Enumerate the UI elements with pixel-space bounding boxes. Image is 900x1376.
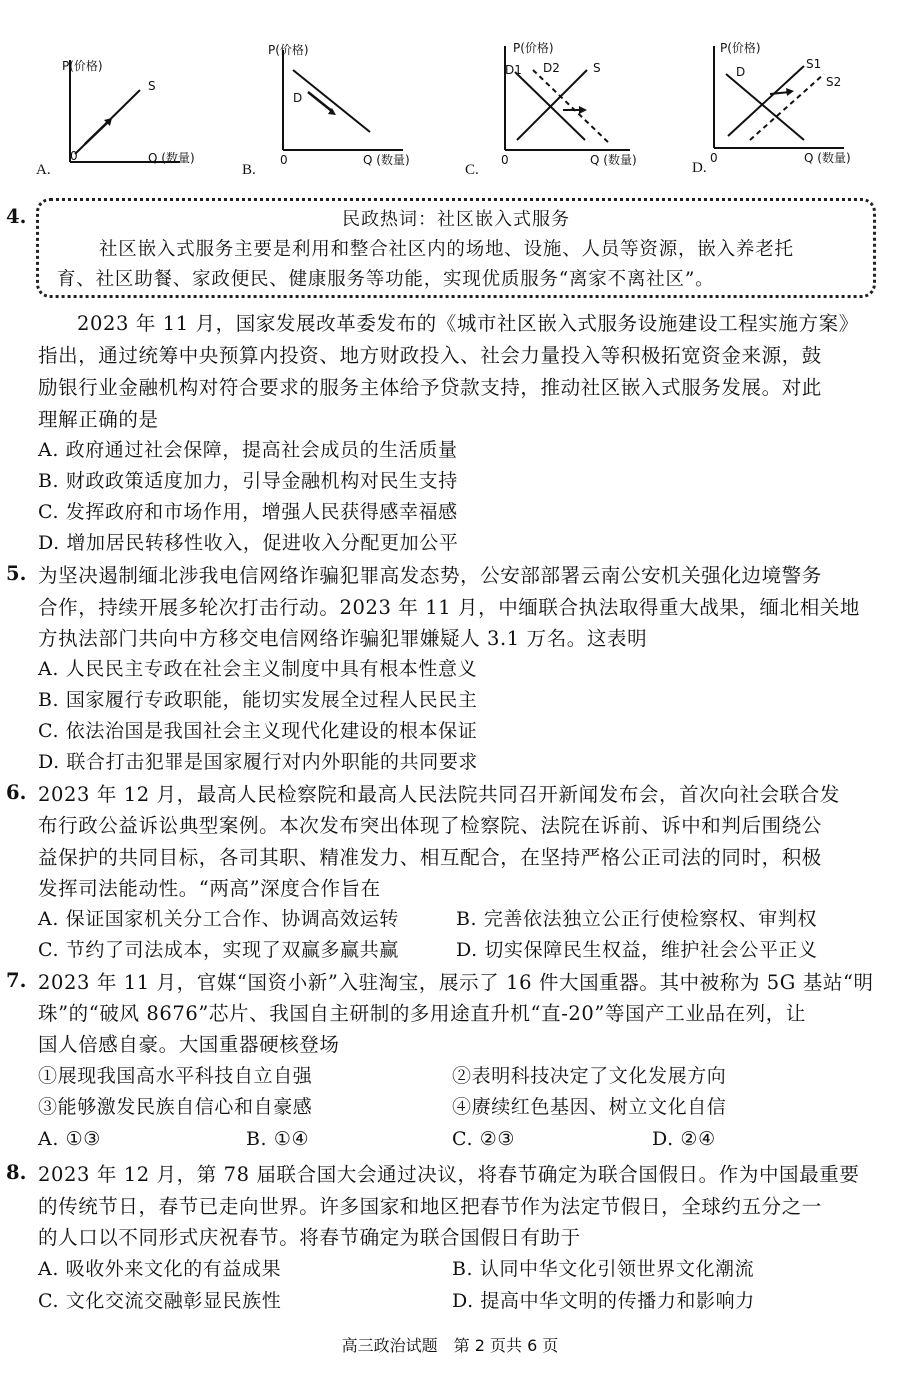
- q6-stem-line-2: 布行政公益诉讼典型案例。本次发布突出体现了检察院、法院在诉前、诉中和判后围绕公: [38, 814, 822, 837]
- graph-d-label-d: D: [736, 65, 746, 79]
- graph-b-curve-label: D: [293, 91, 303, 105]
- graph-b-ylabel: P(价格): [268, 43, 309, 57]
- q5-option-b[interactable]: B. 国家履行专政职能，能切实发展全过程人民民主: [38, 689, 478, 711]
- graph-b: [238, 32, 438, 187]
- q7-option-b[interactable]: B. ①④: [246, 1128, 310, 1150]
- q4-number: 4.: [6, 205, 27, 228]
- q4-stem-line-1: 2023 年 11 月，国家发展改革委发布的《城市社区嵌入式服务设施建设工程实施方案》: [77, 312, 859, 335]
- graph-d-origin: 0: [710, 151, 718, 165]
- q4-box-line-2: 育、社区助餐、家政便民、健康服务等功能，实现优质服务“离家不离社区”。: [57, 269, 715, 290]
- graph-d-xlabel: Q (数量): [804, 151, 851, 165]
- graph-options-row: [20, 32, 880, 192]
- q6-option-c[interactable]: C. 节约了司法成本，实现了双赢多赢共赢: [38, 939, 399, 961]
- graph-c-letter: C.: [465, 162, 479, 178]
- graph-c: [465, 32, 665, 187]
- q7-stem-line-3: 国人倍感自豪。大国重器硬核登场: [38, 1033, 340, 1056]
- q4-box-title: 民政热词：社区嵌入式服务: [342, 209, 570, 230]
- graph-b-origin: 0: [280, 153, 288, 167]
- q4-stem-line-2: 指出，通过统筹中央预算内投资、地方财政投入、社会力量投入等积极拓宽资金来源，鼓: [38, 344, 822, 367]
- graph-c-origin: 0: [501, 153, 509, 167]
- graph-c-svg: [465, 32, 665, 187]
- q4-stem-line-3: 励银行业金融机构对符合要求的服务主体给予贷款支持，推动社区嵌入式服务发展。对此: [38, 376, 822, 399]
- q8-option-d[interactable]: D. 提高中华文明的传播力和影响力: [452, 1290, 755, 1312]
- q6-stem-line-3: 益保护的共同目标，各司其职、精准发力、相互配合，在坚持严格公正司法的同时，积极: [38, 846, 822, 869]
- q7-item-4: ④赓续红色基因、树立文化自信: [452, 1096, 727, 1118]
- q8-stem-line-3: 的人口以不同形式庆祝春节。将春节确定为联合国假日有助于: [38, 1226, 581, 1249]
- q8-stem-line-2: 的传统节日，春节已走向世界。许多国家和地区把春节作为法定节假日，全球约五分之一: [38, 1195, 822, 1218]
- q5-option-d[interactable]: D. 联合打击犯罪是国家履行对内外职能的共同要求: [38, 751, 479, 773]
- q7-option-d[interactable]: D. ②④: [652, 1128, 716, 1150]
- q5-stem-line-2: 合作，持续开展多轮次打击行动。2023 年 11 月，中缅联合执法取得重大战果，缅北相关地: [38, 596, 861, 619]
- graph-d-letter: D.: [692, 160, 707, 176]
- q8-stem-line-1: 2023 年 12 月，第 78 届联合国大会通过决议，将春节确定为联合国假日。作为中国最重要: [38, 1163, 860, 1186]
- q5-number: 5.: [6, 562, 27, 585]
- graph-a-curve-label: S: [148, 79, 156, 93]
- page-footer: 高三政治试题 第 2 页共 6 页: [341, 1336, 559, 1355]
- q7-item-1: ①展现我国高水平科技自立自强: [38, 1065, 313, 1087]
- q5-option-c[interactable]: C. 依法治国是我国社会主义现代化建设的根本保证: [38, 720, 478, 742]
- graph-d-label-s2: S2: [826, 75, 842, 89]
- q7-item-3: ③能够激发民族自信心和自豪感: [38, 1096, 313, 1118]
- q7-option-c[interactable]: C. ②③: [452, 1128, 516, 1150]
- q6-option-b[interactable]: B. 完善依法独立公正行使检察权、审判权: [456, 908, 818, 930]
- graph-d: [674, 32, 874, 187]
- q4-stem-line-4: 理解正确的是: [38, 408, 159, 431]
- q4-option-c[interactable]: C. 发挥政府和市场作用，增强人民获得感幸福感: [38, 501, 458, 523]
- q5-stem-line-3: 方执法部门共向中方移交电信网络诈骗犯罪嫌疑人 3.1 万名。这表明: [38, 627, 648, 650]
- graph-a-xlabel: Q (数量): [148, 151, 195, 165]
- q6-option-a[interactable]: A. 保证国家机关分工合作、协调高效运转: [38, 908, 399, 930]
- q7-stem-line-2: 珠”的“破风 8676”芯片、我国自主研制的多用途直升机“直-20”等国产工业品在列，让: [38, 1002, 806, 1025]
- graph-c-ylabel: P(价格): [513, 41, 554, 55]
- graph-a-letter: A.: [36, 162, 51, 178]
- graph-b-letter: B.: [242, 162, 256, 178]
- graph-a-ylabel: P(价格): [62, 59, 103, 73]
- graph-c-label-s: S: [593, 61, 601, 75]
- q8-option-c[interactable]: C. 文化交流交融彰显民族性: [38, 1290, 282, 1312]
- q6-stem-line-4: 发挥司法能动性。“两高”深度合作旨在: [38, 877, 381, 900]
- q7-number: 7.: [6, 969, 27, 992]
- q6-number: 6.: [6, 781, 27, 804]
- q7-item-2: ②表明科技决定了文化发展方向: [452, 1065, 727, 1087]
- q8-number: 8.: [6, 1161, 27, 1184]
- graph-b-svg: [238, 32, 438, 187]
- q8-option-b[interactable]: B. 认同中华文化引领世界文化潮流: [452, 1258, 755, 1280]
- graph-d-ylabel: P(价格): [720, 41, 761, 55]
- q7-option-a[interactable]: A. ①③: [38, 1128, 101, 1150]
- q4-info-box: [36, 198, 876, 298]
- graph-c-label-d1: D1: [505, 63, 522, 77]
- q7-stem-line-1: 2023 年 11 月，官媒“国资小新”入驻淘宝，展示了 16 件大国重器。其中被称为 5G 基站“明: [38, 971, 874, 994]
- graph-a-origin: 0: [70, 149, 78, 163]
- graph-b-xlabel: Q (数量): [363, 153, 410, 167]
- q4-box-line-1: 社区嵌入式服务主要是利用和整合社区内的场地、设施、人员等资源，嵌入养老托: [99, 239, 794, 260]
- graph-a: [20, 32, 220, 187]
- graph-c-xlabel: Q (数量): [590, 153, 637, 167]
- q6-stem-line-1: 2023 年 12 月，最高人民检察院和最高人民法院共同召开新闻发布会，首次向社会联合发: [38, 783, 840, 806]
- q4-option-d[interactable]: D. 增加居民转移性收入，促进收入分配更加公平: [38, 532, 459, 554]
- q5-stem-line-1: 为坚决遏制缅北涉我电信网络诈骗犯罪高发态势，公安部部署云南公安机关强化边境警务: [38, 564, 822, 587]
- graph-c-label-d2: D2: [543, 61, 560, 75]
- q8-option-a[interactable]: A. 吸收外来文化的有益成果: [38, 1258, 282, 1280]
- q6-option-d[interactable]: D. 切实保障民生权益，维护社会公平正义: [456, 939, 818, 961]
- q4-option-b[interactable]: B. 财政政策适度加力，引导金融机构对民生支持: [38, 470, 458, 492]
- graph-d-label-s1: S1: [806, 57, 822, 71]
- q5-option-a[interactable]: A. 人民民主专政在社会主义制度中具有根本性意义: [38, 658, 478, 680]
- q4-option-a[interactable]: A. 政府通过社会保障，提高社会成员的生活质量: [38, 439, 458, 461]
